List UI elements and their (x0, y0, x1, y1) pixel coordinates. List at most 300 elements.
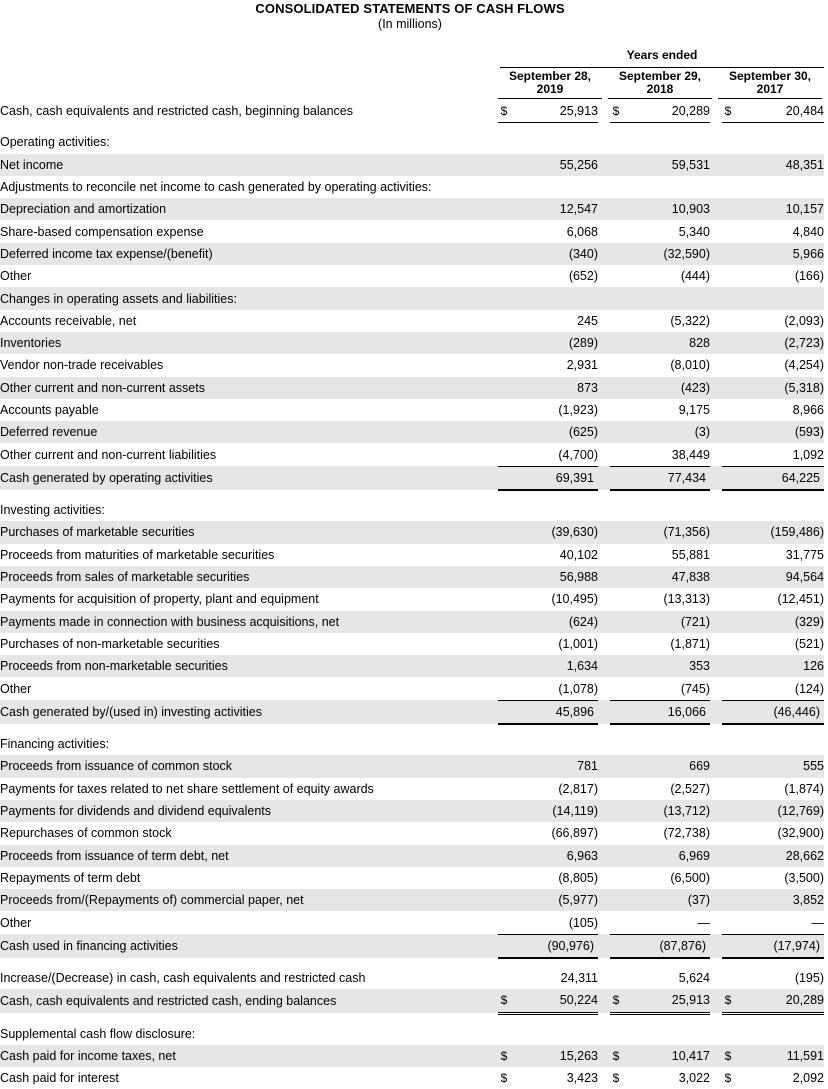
row-label: Adjustments to reconcile net income to cash generated by operating activities: (0, 180, 432, 195)
currency-symbol (498, 421, 510, 443)
value-cell (622, 287, 710, 309)
currency-symbol (722, 655, 734, 677)
row-label: Proceeds from/(Repayments of) commercial paper, net (0, 889, 498, 911)
currency-symbol (722, 889, 734, 911)
currency-symbol (610, 354, 622, 376)
value-cell: 47,838 (622, 566, 710, 588)
currency-symbol (610, 198, 622, 220)
currency-symbol (498, 677, 510, 700)
value-cell: (1,923) (558, 403, 598, 417)
currency-symbol (722, 198, 734, 220)
value-cell: 1,634 (510, 655, 598, 677)
column-spacer (710, 287, 722, 309)
value-cell: 126 (734, 655, 824, 677)
row-label: Financing activities: (0, 737, 110, 752)
table-row (0, 566, 824, 588)
statement-title: CONSOLIDATED STATEMENTS OF CASH FLOWS (255, 1, 565, 16)
column-spacer (598, 443, 610, 466)
currency-symbol (610, 755, 622, 777)
currency-symbol (610, 544, 622, 566)
value-cell: 59,531 (622, 154, 710, 176)
currency-symbol (498, 243, 510, 265)
currency-symbol (610, 1023, 622, 1045)
currency-symbol (722, 499, 734, 521)
value-cell: 55,881 (671, 547, 710, 562)
currency-symbol (722, 1023, 734, 1045)
value-cell: (71,356) (622, 521, 710, 543)
row-label: Operating activities: (0, 135, 110, 150)
table-row (0, 1023, 824, 1045)
table-row (0, 287, 824, 309)
value-cell: (10,495) (551, 592, 598, 607)
row-label: Other (0, 915, 32, 930)
row-label: Cash, cash equivalents and restricted cash, ending balances (0, 989, 498, 1013)
value-cell: (5,322) (670, 313, 710, 328)
currency-symbol (498, 655, 510, 677)
column-spacer (598, 989, 610, 1013)
row-label: Proceeds from non-marketable securities (0, 655, 498, 677)
section-spacer (0, 724, 824, 733)
value-cell: 5,340 (678, 224, 710, 239)
currency-symbol (498, 544, 510, 566)
currency-symbol (610, 867, 622, 889)
currency-symbol (498, 131, 510, 153)
value-cell: 10,157 (734, 198, 824, 220)
value-cell: (37) (622, 889, 710, 911)
value-cell: 38,449 (671, 447, 710, 462)
value-cell: 3,852 (734, 889, 824, 911)
table-row (0, 889, 824, 911)
currency-symbol (722, 967, 734, 989)
column-spacer (598, 800, 610, 822)
table-row (0, 911, 824, 934)
row-label: Investing activities: (0, 503, 105, 518)
currency-symbol (722, 421, 734, 443)
currency-symbol (498, 521, 510, 543)
section-spacer (0, 123, 824, 132)
column-spacer (598, 733, 610, 755)
currency-symbol (610, 733, 622, 755)
currency-symbol (610, 399, 622, 421)
value-cell: (105) (568, 915, 598, 930)
currency-symbol (498, 700, 510, 724)
spacer-cell (0, 958, 824, 967)
currency-symbol (498, 499, 510, 521)
currency-symbol (610, 243, 622, 265)
column-header-line2: 2017 (756, 82, 784, 96)
table-row (0, 198, 824, 220)
column-spacer (598, 220, 610, 242)
section-spacer (0, 1013, 824, 1023)
currency-symbol (610, 967, 622, 989)
row-label: Depreciation and amortization (0, 198, 498, 220)
row-label: Cash used in financing activities (0, 934, 498, 958)
row-label: Proceeds from issuance of term debt, net (0, 845, 498, 867)
value-cell (622, 1023, 710, 1045)
currency-symbol (722, 443, 734, 466)
column-spacer (598, 100, 610, 123)
column-spacer (710, 655, 722, 677)
years-ended-header: Years ended (500, 48, 824, 68)
currency-symbol (722, 588, 734, 610)
value-cell: (46,446) (734, 700, 824, 724)
value-cell (622, 499, 710, 521)
column-spacer (598, 1045, 610, 1067)
column-spacer (598, 198, 610, 220)
value-cell (510, 1023, 598, 1045)
value-cell (510, 499, 598, 521)
table-row (0, 633, 824, 655)
currency-symbol (722, 354, 734, 376)
table-row (0, 934, 824, 958)
column-spacer (598, 521, 610, 543)
column-spacer (710, 889, 722, 911)
column-spacer (598, 677, 610, 700)
value-cell: (2,527) (670, 781, 710, 796)
currency-symbol (722, 911, 734, 934)
column-header-line2: 2018 (646, 82, 674, 96)
column-spacer (710, 778, 722, 800)
value-cell: 10,903 (622, 198, 710, 220)
currency-symbol (498, 265, 510, 287)
row-label: Supplemental cash flow disclosure: (0, 1026, 196, 1041)
value-cell: 94,564 (734, 566, 824, 588)
column-spacer (598, 310, 610, 332)
currency-symbol: $ (724, 1071, 732, 1086)
column-spacer (598, 911, 610, 934)
currency-symbol (722, 466, 734, 490)
row-label: Other (0, 681, 32, 696)
value-cell: 48,351 (734, 154, 824, 176)
value-cell: 781 (510, 755, 598, 777)
currency-symbol (722, 733, 734, 755)
currency-symbol (722, 287, 734, 309)
value-cell: (13,313) (663, 592, 710, 607)
currency-symbol (722, 867, 734, 889)
currency-symbol: $ (610, 100, 622, 123)
value-cell: 16,066 (622, 700, 710, 724)
value-cell: (1,078) (558, 681, 598, 696)
value-cell: 50,224 (510, 989, 598, 1013)
currency-symbol (722, 220, 734, 242)
table-row (0, 421, 824, 443)
value-cell: (12,769) (734, 800, 824, 822)
column-spacer (710, 566, 722, 588)
row-label: Cash, cash equivalents and restricted cash, beginning balances (0, 104, 353, 119)
value-cell: 6,969 (622, 845, 710, 867)
value-cell: 69,391 (510, 466, 598, 490)
value-cell: (32,590) (622, 243, 710, 265)
value-cell: 555 (734, 755, 824, 777)
spacer-cell (0, 490, 824, 499)
currency-symbol (610, 310, 622, 332)
value-cell: 55,256 (510, 154, 598, 176)
column-spacer (598, 700, 610, 724)
value-cell: 1,092 (792, 447, 824, 462)
value-cell: (87,876) (622, 934, 710, 958)
column-spacer (710, 243, 722, 265)
row-label: Payments for taxes related to net share settlement of equity awards (0, 781, 374, 796)
currency-symbol (498, 822, 510, 844)
column-spacer (710, 845, 722, 867)
currency-symbol (498, 733, 510, 755)
column-spacer (598, 265, 610, 287)
column-spacer (598, 611, 610, 633)
column-spacer (710, 154, 722, 176)
currency-symbol (498, 611, 510, 633)
row-label: Net income (0, 154, 498, 176)
value-cell: (340) (510, 243, 598, 265)
row-label: Proceeds from issuance of common stock (0, 755, 498, 777)
row-label: Payments made in connection with business acquisitions, net (0, 611, 498, 633)
value-cell: (12,451) (777, 592, 824, 607)
column-spacer (710, 934, 722, 958)
value-cell (734, 131, 824, 153)
value-cell: 9,175 (678, 403, 710, 417)
table-row (0, 867, 824, 889)
value-cell: (124) (794, 681, 824, 696)
value-cell: 6,963 (510, 845, 598, 867)
column-spacer (598, 822, 610, 844)
section-spacer (0, 958, 824, 967)
currency-symbol (498, 867, 510, 889)
currency-symbol (498, 845, 510, 867)
value-cell: 20,289 (734, 989, 824, 1013)
column-spacer (710, 544, 722, 566)
column-spacer (710, 1067, 722, 1089)
column-spacer (710, 399, 722, 421)
column-spacer (598, 154, 610, 176)
column-header-2017 (718, 70, 822, 99)
value-cell: (195) (794, 971, 824, 986)
currency-symbol (722, 332, 734, 354)
currency-symbol (610, 655, 622, 677)
row-label: Purchases of non-marketable securities (0, 636, 220, 651)
currency-symbol (498, 220, 510, 242)
value-cell: (39,630) (510, 521, 598, 543)
value-cell: 8,966 (792, 403, 824, 417)
column-spacer (710, 100, 722, 123)
row-label: Deferred income tax expense/(benefit) (0, 243, 498, 265)
row-label: Cash paid for income taxes, net (0, 1045, 498, 1067)
table-row (0, 1045, 824, 1067)
value-cell: (14,119) (510, 800, 598, 822)
currency-symbol (498, 332, 510, 354)
value-cell: (3,500) (784, 870, 824, 885)
currency-symbol (722, 544, 734, 566)
value-cell: (1,001) (558, 636, 598, 651)
column-spacer (710, 377, 722, 399)
table-row (0, 611, 824, 633)
column-spacer (710, 700, 722, 724)
column-spacer (710, 633, 722, 655)
column-spacer (598, 399, 610, 421)
column-header-line2: 2019 (536, 82, 564, 96)
value-cell: 12,547 (510, 198, 598, 220)
currency-symbol (722, 700, 734, 724)
currency-symbol (498, 443, 510, 466)
column-spacer (598, 845, 610, 867)
value-cell: (2,093) (784, 313, 824, 328)
value-cell: (745) (680, 681, 710, 696)
value-cell: (624) (510, 611, 598, 633)
currency-symbol (610, 154, 622, 176)
column-spacer (710, 867, 722, 889)
row-label: Changes in operating assets and liabilities: (0, 287, 498, 309)
column-header-2019 (498, 70, 602, 99)
value-cell: (521) (794, 636, 824, 651)
currency-symbol (610, 220, 622, 242)
value-cell: 28,662 (734, 845, 824, 867)
currency-symbol (498, 566, 510, 588)
column-spacer (598, 544, 610, 566)
value-cell: 4,840 (792, 224, 824, 239)
value-cell: (289) (510, 332, 598, 354)
column-spacer (710, 967, 722, 989)
value-cell (734, 1023, 824, 1045)
value-cell: (6,500) (670, 870, 710, 885)
value-cell: 245 (577, 313, 598, 328)
value-cell: 11,591 (734, 1045, 824, 1067)
currency-symbol (722, 611, 734, 633)
row-label: Deferred revenue (0, 421, 498, 443)
value-cell: (5,318) (734, 377, 824, 399)
table-row (0, 243, 824, 265)
value-cell: — (811, 915, 824, 930)
currency-symbol (722, 399, 734, 421)
value-cell: (13,712) (622, 800, 710, 822)
currency-symbol (722, 243, 734, 265)
column-spacer (598, 566, 610, 588)
currency-symbol (722, 310, 734, 332)
currency-symbol (498, 778, 510, 800)
value-cell: (17,974) (734, 934, 824, 958)
value-cell: (4,700) (558, 447, 598, 462)
currency-symbol (722, 934, 734, 958)
currency-symbol: $ (612, 1071, 620, 1086)
table-row (0, 100, 824, 123)
column-spacer (710, 911, 722, 934)
table-row (0, 800, 824, 822)
row-label: Other current and non-current assets (0, 377, 498, 399)
value-cell (734, 176, 824, 198)
value-cell (734, 499, 824, 521)
value-cell: 20,484 (734, 100, 824, 123)
value-cell: 828 (622, 332, 710, 354)
row-label: Other (0, 269, 32, 284)
currency-symbol (722, 633, 734, 655)
table-row (0, 778, 824, 800)
value-cell (510, 176, 598, 198)
table-row (0, 989, 824, 1013)
currency-symbol (498, 588, 510, 610)
value-cell: (159,486) (734, 521, 824, 543)
currency-symbol: $ (722, 1045, 734, 1067)
column-spacer (710, 466, 722, 490)
currency-symbol (610, 287, 622, 309)
column-spacer (710, 677, 722, 700)
row-label: Inventories (0, 332, 498, 354)
table-row (0, 443, 824, 466)
column-spacer (598, 176, 610, 198)
table-row (0, 700, 824, 724)
column-spacer (598, 1023, 610, 1045)
value-cell: 2,931 (566, 358, 598, 373)
column-spacer (710, 220, 722, 242)
value-cell: (625) (510, 421, 598, 443)
column-header-line1: September 28, (508, 69, 592, 83)
value-cell: (4,254) (784, 358, 824, 373)
value-cell: 45,896 (510, 700, 598, 724)
currency-symbol (610, 845, 622, 867)
column-spacer (710, 1045, 722, 1067)
currency-symbol (610, 611, 622, 633)
statement-subtitle: (In millions) (378, 17, 442, 31)
row-label: Payments for dividends and dividend equivalents (0, 800, 498, 822)
currency-symbol (498, 198, 510, 220)
value-cell: 669 (622, 755, 710, 777)
currency-symbol (498, 377, 510, 399)
currency-symbol (610, 934, 622, 958)
value-cell: 6,068 (566, 224, 598, 239)
value-cell: 5,624 (678, 971, 710, 986)
row-label: Cash generated by/(used in) investing activities (0, 700, 498, 724)
value-cell: (8,805) (558, 870, 598, 885)
value-cell (622, 176, 710, 198)
table-row (0, 310, 824, 332)
currency-symbol (610, 800, 622, 822)
column-spacer (710, 499, 722, 521)
value-cell: 24,311 (560, 971, 598, 986)
column-spacer (710, 265, 722, 287)
currency-symbol (498, 1023, 510, 1045)
value-cell: (166) (794, 269, 824, 284)
column-spacer (598, 131, 610, 153)
column-spacer (598, 655, 610, 677)
column-spacer (710, 611, 722, 633)
currency-symbol: $ (498, 100, 510, 123)
column-spacer (710, 822, 722, 844)
value-cell (622, 131, 710, 153)
value-cell (510, 131, 598, 153)
value-cell: (3) (622, 421, 710, 443)
currency-symbol (610, 443, 622, 466)
currency-symbol (610, 700, 622, 724)
column-header-line1: September 29, (618, 69, 702, 83)
table-row (0, 176, 824, 198)
value-cell: 873 (510, 377, 598, 399)
column-spacer (598, 967, 610, 989)
currency-symbol (722, 800, 734, 822)
table-row (0, 220, 824, 242)
spacer-cell (0, 724, 824, 733)
column-spacer (710, 800, 722, 822)
currency-symbol (722, 845, 734, 867)
currency-symbol: $ (498, 989, 510, 1013)
currency-symbol (498, 287, 510, 309)
value-cell: 20,289 (622, 100, 710, 123)
row-label: Cash paid for interest (0, 1071, 119, 1086)
value-cell: (8,010) (670, 358, 710, 373)
column-spacer (598, 755, 610, 777)
value-cell (734, 287, 824, 309)
currency-symbol (610, 499, 622, 521)
currency-symbol (498, 354, 510, 376)
currency-symbol (610, 466, 622, 490)
value-cell: (90,976) (510, 934, 598, 958)
currency-symbol (610, 332, 622, 354)
column-spacer (710, 989, 722, 1013)
